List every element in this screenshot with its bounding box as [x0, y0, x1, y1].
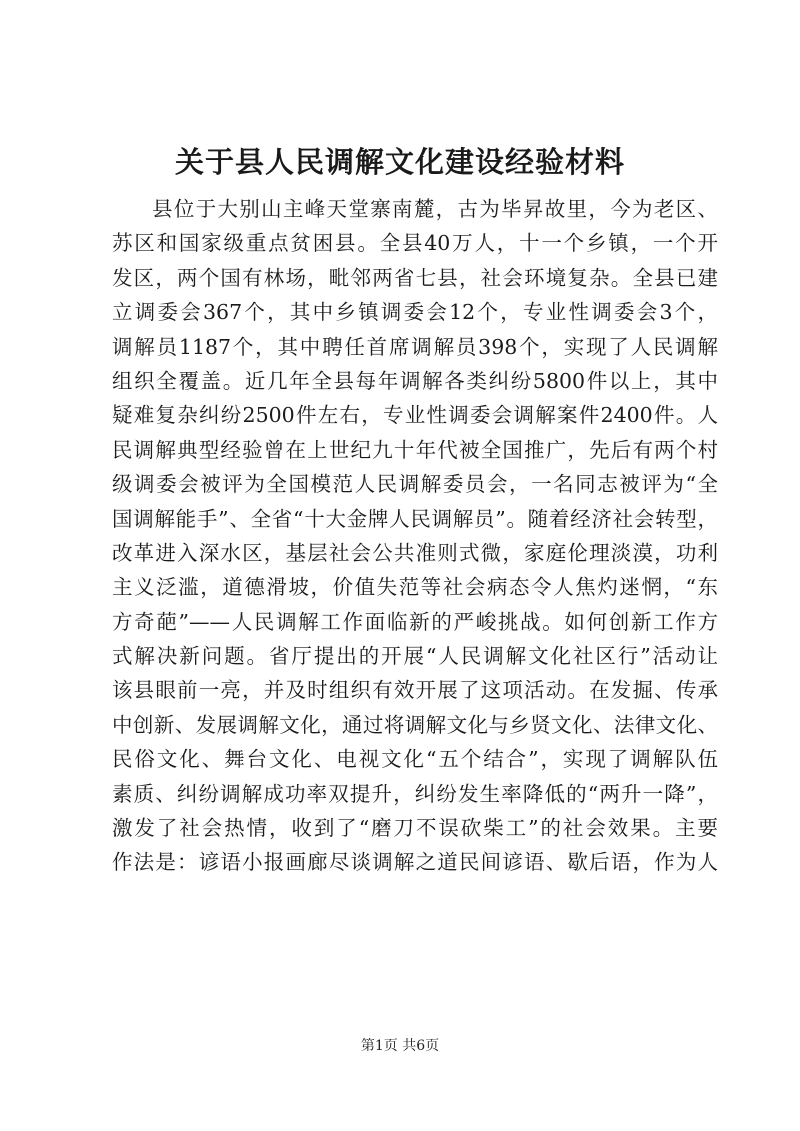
body-line: 中创新、发展调解文化，通过将调解文化与乡贤文化、法律文化、 [112, 712, 718, 737]
page-number: 第1页 共6页 [360, 1038, 440, 1054]
body-line: 主义泛滥，道德滑坡，价值失范等社会病态令人焦灼迷惘，“东 [112, 575, 718, 600]
body-line: 式解决新问题。省厅提出的开展“人民调解文化社区行”活动让 [112, 644, 718, 669]
document-body [112, 192, 718, 880]
body-line: 激发了社会热情，收到了“磨刀不误砍柴工”的社会效果。主要 [112, 816, 718, 841]
body-line: 组织全覆盖。近几年全县每年调解各类纠纷5800件以上，其中 [112, 368, 718, 393]
body-line: 素质、纠纷调解成功率双提升，纠纷发生率降低的“两升一降”， [112, 781, 718, 806]
body-line: 调解员1187个，其中聘任首席调解员398个，实现了人民调解 [112, 334, 718, 359]
body-line: 民俗文化、舞台文化、电视文化“五个结合”，实现了调解队伍 [112, 747, 718, 772]
body-line: 该县眼前一亮，并及时组织有效开展了这项活动。在发掘、传承 [112, 678, 718, 703]
body-line: 县位于大别山主峰天堂寨南麓，古为毕昇故里，今为老区、 [152, 197, 718, 221]
body-line: 立调委会367个，其中乡镇调委会12个，专业性调委会3个， [112, 300, 718, 325]
body-line: 改革进入深水区，基层社会公共准则式微，家庭伦理淡漠，功利 [112, 540, 718, 565]
body-line: 疑难复杂纠纷2500件左右，专业性调委会调解案件2400件。人 [112, 403, 718, 428]
body-line: 民调解典型经验曾在上世纪九十年代被全国推广，先后有两个村 [112, 437, 718, 462]
body-line: 国调解能手”、全省“十大金牌人民调解员”。随着经济社会转型， [112, 506, 718, 531]
body-line: 苏区和国家级重点贫困县。全县40万人，十一个乡镇，一个开 [112, 231, 718, 256]
body-line: 级调委会被评为全国模范人民调解委员会，一名同志被评为“全 [112, 472, 718, 497]
document-title: 关于县人民调解文化建设经验材料 [174, 145, 625, 179]
body-line: 方奇葩”——人民调解工作面临新的严峻挑战。如何创新工作方 [112, 609, 718, 634]
body-line: 作法是：谚语小报画廊尽谈调解之道民间谚语、歇后语，作为人 [112, 850, 718, 875]
body-line: 发区，两个国有林场，毗邻两省七县，社会环境复杂。全县已建 [112, 265, 718, 290]
